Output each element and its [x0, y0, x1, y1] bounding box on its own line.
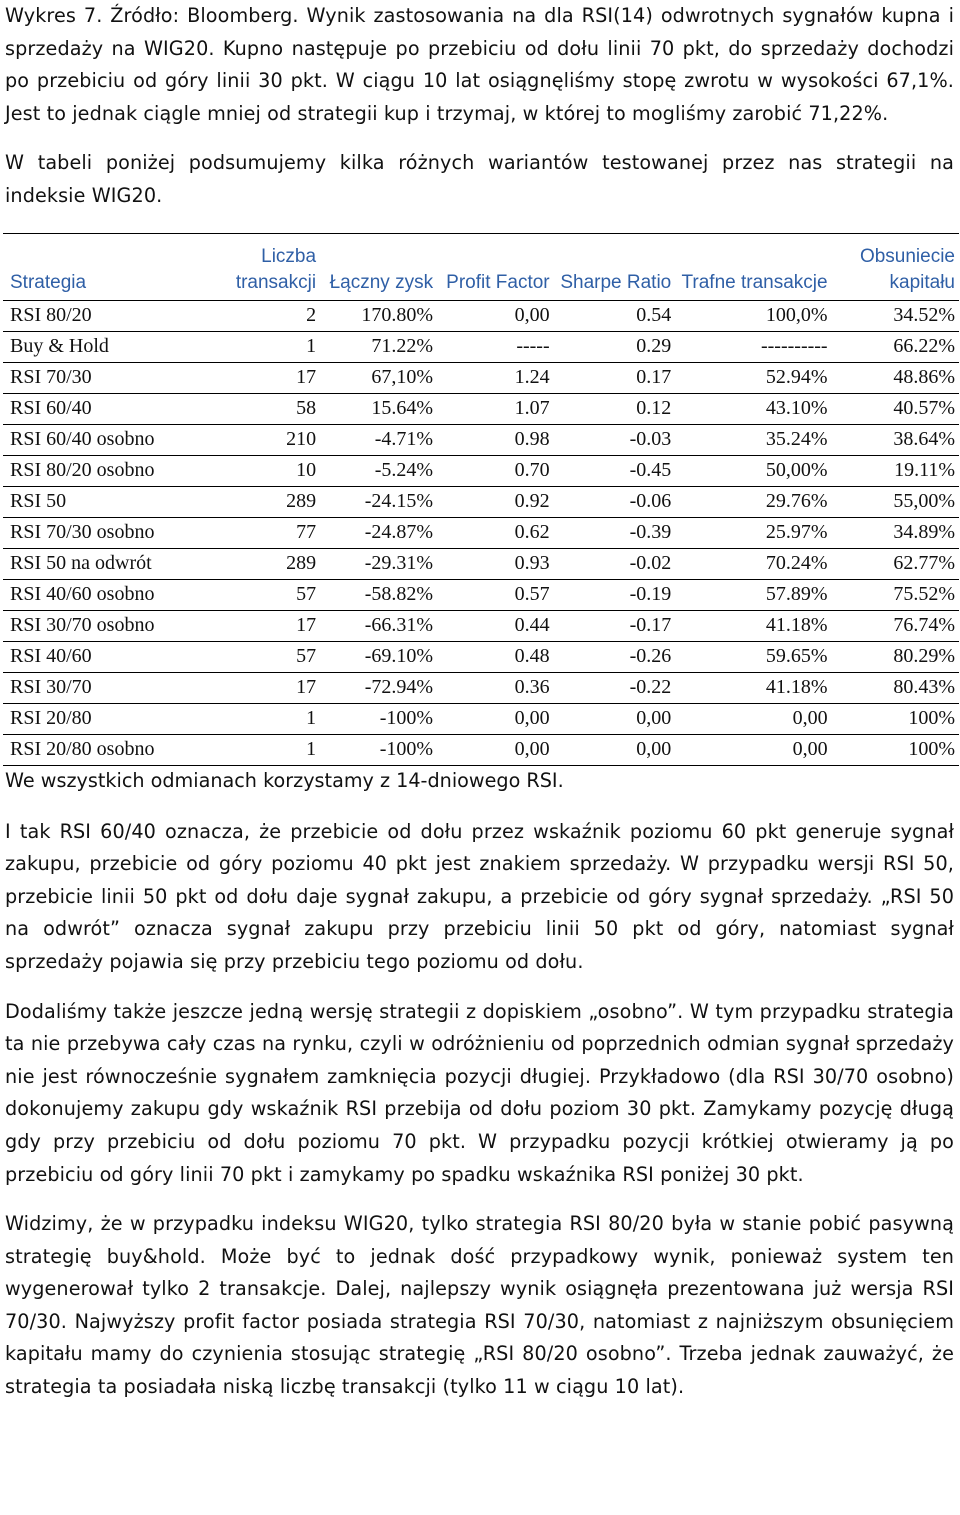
table-row [3, 641, 959, 672]
cell-trafne-transakcje: 57.89% [675, 579, 831, 610]
strategy-results-table [3, 233, 959, 766]
cell-profit-factor: 0.93 [437, 548, 554, 579]
cell-liczba-transakcji: 1 [203, 331, 320, 362]
table-row [3, 300, 959, 331]
cell-profit-factor: 1.24 [437, 362, 554, 393]
table-row [3, 362, 959, 393]
intro-paragraph-chart-caption: Wykres 7. Źródło: Bloomberg. Wynik zastosowania na dla RSI(14) odwrotnych sygnałów kupna i sprzedaży na WIG20. Kupno następuje po przebiciu od dołu linii 70 pkt, do sprzedaży dochodzi po przebiciu od góry linii 30 pkt. W ciągu 10 lat osiągnęliśmy stopę zwrotu w wysokości 67,1%. Jest to jednak ciągle mniej od strategii kup i trzymaj, w której to mogliśmy zarobić 71,22%. [5, 4, 954, 125]
table-row [3, 734, 959, 765]
cell-trafne-transakcje: 29.76% [675, 486, 831, 517]
cell-profit-factor: 0.36 [437, 672, 554, 703]
cell-obsuniecie-kapitalu: 100% [832, 734, 959, 765]
cell-profit-factor: ----- [437, 331, 554, 362]
cell-laczny-zysk: 67,10% [320, 362, 437, 393]
table-footnote: We wszystkich odmianach korzystamy z 14-dniowego RSI. [5, 768, 564, 792]
cell-liczba-transakcji: 77 [203, 517, 320, 548]
table-row [3, 517, 959, 548]
cell-obsuniecie-kapitalu: 55,00% [832, 486, 959, 517]
table-row [3, 610, 959, 641]
cell-strategia: RSI 30/70 osobno [3, 610, 203, 641]
cell-liczba-transakcji: 17 [203, 672, 320, 703]
cell-liczba-transakcji: 58 [203, 393, 320, 424]
cell-laczny-zysk: -100% [320, 734, 437, 765]
cell-strategia: RSI 30/70 [3, 672, 203, 703]
cell-liczba-transakcji: 17 [203, 610, 320, 641]
cell-profit-factor: 0.62 [437, 517, 554, 548]
cell-sharpe-ratio: -0.39 [554, 517, 676, 548]
header-trafne-transakcje: Trafne transakcje [675, 233, 831, 300]
cell-profit-factor: 0,00 [437, 703, 554, 734]
cell-obsuniecie-kapitalu: 62.77% [832, 548, 959, 579]
cell-laczny-zysk: -24.15% [320, 486, 437, 517]
cell-sharpe-ratio: -0.06 [554, 486, 676, 517]
cell-obsuniecie-kapitalu: 80.29% [832, 641, 959, 672]
cell-strategia: RSI 50 [3, 486, 203, 517]
cell-profit-factor: 0,00 [437, 300, 554, 331]
cell-obsuniecie-kapitalu: 48.86% [832, 362, 959, 393]
cell-trafne-transakcje: ---------- [675, 331, 831, 362]
cell-laczny-zysk: -69.10% [320, 641, 437, 672]
cell-profit-factor: 0,00 [437, 734, 554, 765]
table-row [3, 331, 959, 362]
body-paragraph-rsi-explanation: I tak RSI 60/40 oznacza, że przebicie od dołu przez wskaźnik poziomu 60 pkt generuje sygnał zakupu, przebicie od góry poziomu 40 pkt jest znakiem sprzedaży. W przypadku wersji RSI 50, przebicie linii 50 pkt od dołu daje sygnał zakupu, a przebicie od góry sygnał sprzedaży. „RSI 50 na odwrót” oznacza sygnał zakupu przy przebiciu linii 50 pkt od góry, natomiast sygnał sprzedaży pojawia się przy przebiciu tego poziomu od dołu. [5, 819, 954, 973]
cell-sharpe-ratio: 0.54 [554, 300, 676, 331]
cell-profit-factor: 0.44 [437, 610, 554, 641]
cell-laczny-zysk: -58.82% [320, 579, 437, 610]
cell-trafne-transakcje: 100,0% [675, 300, 831, 331]
cell-trafne-transakcje: 0,00 [675, 734, 831, 765]
cell-liczba-transakcji: 1 [203, 734, 320, 765]
table-header-row [3, 233, 959, 300]
cell-obsuniecie-kapitalu: 34.89% [832, 517, 959, 548]
cell-liczba-transakcji: 57 [203, 579, 320, 610]
cell-sharpe-ratio: 0.29 [554, 331, 676, 362]
table-body [3, 300, 959, 765]
cell-strategia: RSI 20/80 osobno [3, 734, 203, 765]
cell-trafne-transakcje: 35.24% [675, 424, 831, 455]
table-row [3, 548, 959, 579]
cell-sharpe-ratio: -0.22 [554, 672, 676, 703]
cell-trafne-transakcje: 52.94% [675, 362, 831, 393]
cell-strategia: RSI 80/20 osobno [3, 455, 203, 486]
table-row [3, 672, 959, 703]
table-row [3, 579, 959, 610]
cell-laczny-zysk: -29.31% [320, 548, 437, 579]
cell-sharpe-ratio: 0,00 [554, 734, 676, 765]
cell-strategia: RSI 60/40 [3, 393, 203, 424]
cell-trafne-transakcje: 41.18% [675, 672, 831, 703]
cell-sharpe-ratio: -0.03 [554, 424, 676, 455]
body-paragraph-osobno-variant: Dodaliśmy także jeszcze jedną wersję strategii z dopiskiem „osobno”. W tym przypadku strategia ta nie przebywa cały czas na rynku, czyli w odróżnieniu od poprzednich odmian sygnał sprzedaży nie jest równocześnie sygnałem zamknięcia pozycji długiej. Przykładowo (dla RSI 30/70 osobno) dokonujemy zakupu gdy wskaźnik RSI przebija od dołu poziom 30 pkt. Zamykamy pozycję długą gdy przy przebiciu od dołu poziomu 70 pkt. W przypadku pozycji krótkiej otwieramy ją po przebiciu od góry linii 70 pkt i zamykamy po spadku wskaźnika RSI poniżej 30 pkt. [5, 999, 954, 1186]
table-row [3, 424, 959, 455]
cell-sharpe-ratio: 0.12 [554, 393, 676, 424]
cell-profit-factor: 0.57 [437, 579, 554, 610]
cell-sharpe-ratio: -0.26 [554, 641, 676, 672]
cell-profit-factor: 0.48 [437, 641, 554, 672]
header-profit-factor: Profit Factor [437, 233, 554, 300]
cell-liczba-transakcji: 57 [203, 641, 320, 672]
header-laczny-zysk: Łączny zysk [320, 233, 437, 300]
cell-trafne-transakcje: 59.65% [675, 641, 831, 672]
cell-strategia: RSI 70/30 osobno [3, 517, 203, 548]
cell-obsuniecie-kapitalu: 19.11% [832, 455, 959, 486]
cell-liczba-transakcji: 10 [203, 455, 320, 486]
cell-liczba-transakcji: 17 [203, 362, 320, 393]
cell-laczny-zysk: 15.64% [320, 393, 437, 424]
cell-trafne-transakcje: 0,00 [675, 703, 831, 734]
cell-strategia: RSI 80/20 [3, 300, 203, 331]
cell-liczba-transakcji: 2 [203, 300, 320, 331]
table-row [3, 486, 959, 517]
cell-liczba-transakcji: 1 [203, 703, 320, 734]
cell-liczba-transakcji: 210 [203, 424, 320, 455]
table-row [3, 703, 959, 734]
cell-obsuniecie-kapitalu: 38.64% [832, 424, 959, 455]
cell-obsuniecie-kapitalu: 34.52% [832, 300, 959, 331]
cell-laczny-zysk: -100% [320, 703, 437, 734]
cell-sharpe-ratio: -0.45 [554, 455, 676, 486]
cell-laczny-zysk: -24.87% [320, 517, 437, 548]
cell-laczny-zysk: 170.80% [320, 300, 437, 331]
cell-trafne-transakcje: 41.18% [675, 610, 831, 641]
cell-trafne-transakcje: 70.24% [675, 548, 831, 579]
cell-laczny-zysk: -5.24% [320, 455, 437, 486]
cell-obsuniecie-kapitalu: 75.52% [832, 579, 959, 610]
cell-obsuniecie-kapitalu: 40.57% [832, 393, 959, 424]
cell-strategia: RSI 70/30 [3, 362, 203, 393]
header-sharpe-ratio: Sharpe Ratio [554, 233, 676, 300]
cell-strategia: RSI 40/60 osobno [3, 579, 203, 610]
cell-obsuniecie-kapitalu: 66.22% [832, 331, 959, 362]
cell-profit-factor: 0.70 [437, 455, 554, 486]
cell-strategia: RSI 60/40 osobno [3, 424, 203, 455]
header-strategia: Strategia [3, 233, 203, 300]
table-row [3, 393, 959, 424]
cell-laczny-zysk: -72.94% [320, 672, 437, 703]
intro-paragraph-table-lead: W tabeli poniżej podsumujemy kilka różnych wariantów testowanej przez nas strategii na indeksie WIG20. [5, 151, 954, 207]
cell-strategia: RSI 20/80 [3, 703, 203, 734]
cell-sharpe-ratio: -0.17 [554, 610, 676, 641]
cell-profit-factor: 1.07 [437, 393, 554, 424]
cell-strategia: RSI 50 na odwrót [3, 548, 203, 579]
cell-profit-factor: 0.98 [437, 424, 554, 455]
cell-liczba-transakcji: 289 [203, 486, 320, 517]
cell-strategia: Buy & Hold [3, 331, 203, 362]
cell-profit-factor: 0.92 [437, 486, 554, 517]
cell-sharpe-ratio: 0.17 [554, 362, 676, 393]
body-paragraph-conclusions: Widzimy, że w przypadku indeksu WIG20, tylko strategia RSI 80/20 była w stanie pobić pasywną strategię buy&hold. Może być to jednak dość przypadkowy wynik, ponieważ system ten wygenerował tylko 2 transakcje. Dalej, najlepszy wynik osiągnęła prezentowana już wersja RSI 70/30. Najwyższy profit factor posiada strategia RSI 70/30, natomiast z najniższym obsunięciem kapitału mamy do czynienia stosując strategię „RSI 80/20 osobno”. Trzeba jednak zauważyć, że strategia ta posiadała niską liczbę transakcji (tylko 11 w ciągu 10 lat). [5, 1212, 954, 1399]
table-row [3, 455, 959, 486]
cell-laczny-zysk: -66.31% [320, 610, 437, 641]
cell-sharpe-ratio: -0.02 [554, 548, 676, 579]
cell-sharpe-ratio: -0.19 [554, 579, 676, 610]
cell-obsuniecie-kapitalu: 100% [832, 703, 959, 734]
cell-trafne-transakcje: 50,00% [675, 455, 831, 486]
header-obsuniecie-kapitalu: Obsuniecie kapitału [832, 233, 959, 300]
cell-trafne-transakcje: 43.10% [675, 393, 831, 424]
cell-liczba-transakcji: 289 [203, 548, 320, 579]
cell-sharpe-ratio: 0,00 [554, 703, 676, 734]
header-liczba-transakcji: Liczba transakcji [203, 233, 320, 300]
cell-laczny-zysk: -4.71% [320, 424, 437, 455]
cell-laczny-zysk: 71.22% [320, 331, 437, 362]
cell-obsuniecie-kapitalu: 80.43% [832, 672, 959, 703]
cell-obsuniecie-kapitalu: 76.74% [832, 610, 959, 641]
cell-trafne-transakcje: 25.97% [675, 517, 831, 548]
cell-strategia: RSI 40/60 [3, 641, 203, 672]
